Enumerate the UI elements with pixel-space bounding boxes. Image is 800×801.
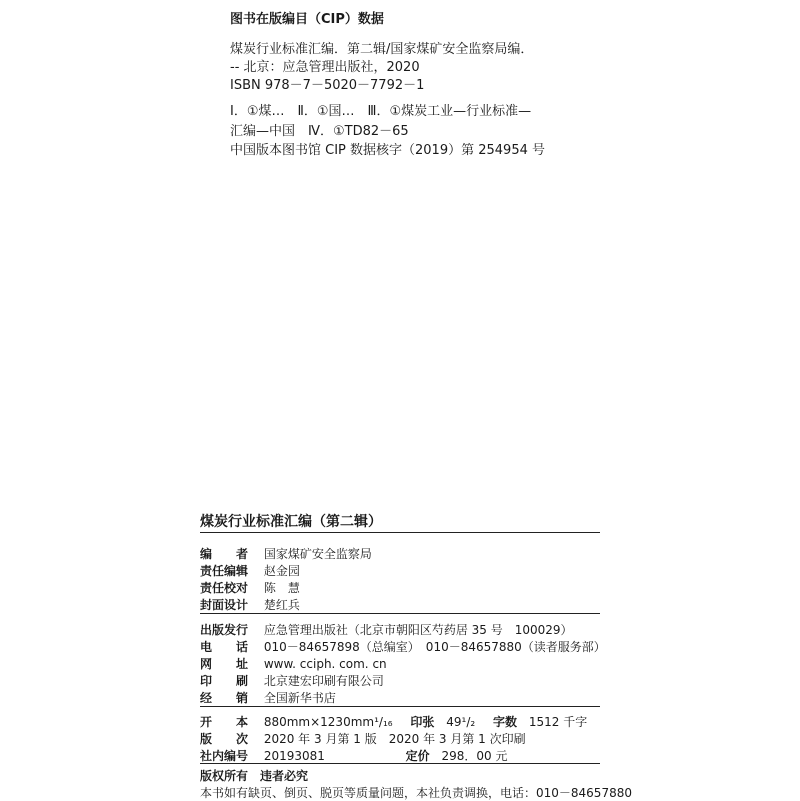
cip-line-1: 煤炭行业标准汇编．第二辑/国家煤矿安全监察局编． [230,42,534,57]
publish-row-printer [200,673,384,689]
publish-value: 全国新华书店 [263,691,336,705]
divider-rule [200,613,600,614]
credit-row-editor [200,546,372,562]
publish-value: 应急管理出版社（北京市朝阳区芍药居 35 号 100029） [263,623,573,637]
sheets-label: 印张 [410,715,435,729]
cip-heading: 图书在版编目（CIP）数据 [230,12,384,27]
divider-rule [200,763,600,764]
cip-line-5: 汇编—中国 Ⅳ．①TD82－65 [230,124,409,139]
book-title: 煤炭行业标准汇编（第二辑） [200,514,382,530]
spec-label: 开 本 [200,715,249,729]
spec-row-code [200,748,508,764]
publish-label: 电 话 [200,640,249,654]
publish-value: 010－84657898（总编室） 010－84657880（读者服务部） [263,640,606,654]
credit-label: 封面设计 [200,598,249,612]
spec-row-edition [200,731,526,747]
spec-label: 版 次 [200,732,249,746]
price-label: 定价 [405,749,430,763]
publish-label: 经 销 [200,691,249,705]
publish-label: 出版发行 [200,623,249,637]
credit-label: 责任校对 [200,581,249,595]
publish-value: 北京建宏印刷有限公司 [263,674,384,688]
credit-row-responsible-editor [200,563,300,579]
publish-row-phone [200,639,606,655]
copyright-notice: 版权所有 违者必究 [200,769,309,783]
credit-value: 楚红兵 [263,598,300,612]
credit-value: 国家煤矿安全监察局 [263,547,372,561]
replacement-notice: 本书如有缺页、倒页、脱页等质量问题，本社负责调换，电话：010－84657880 [200,786,632,800]
spec-value: 2020 年 3 月第 1 版 2020 年 3 月第 1 次印刷 [263,732,526,746]
sheets-value: 49¹/₂ [446,715,476,729]
price-value: 298．00 元 [441,749,508,763]
credit-value: 赵金园 [263,564,300,578]
divider-rule [200,532,600,533]
publish-label: 网 址 [200,657,249,671]
words-value: 1512 千字 [528,715,588,729]
credit-label: 编 者 [200,547,249,561]
words-label: 字数 [493,715,518,729]
publish-label: 印 刷 [200,674,249,688]
cip-line-4: Ⅰ．①煤… Ⅱ．①国… Ⅲ．①煤炭工业—行业标准— [230,104,532,119]
divider-rule [200,706,600,707]
spec-value: 20193081 [263,749,325,763]
publish-row-publisher [200,622,573,638]
credit-value: 陈 慧 [263,581,300,595]
cip-record-number: 中国版本图书馆 CIP 数据核字（2019）第 254954 号 [230,143,545,158]
publish-row-distributor [200,690,336,706]
credit-row-proofreader [200,580,300,596]
publish-value: www. cciph. com. cn [263,657,387,671]
credit-row-cover-design [200,597,300,613]
cip-line-2: -- 北京：应急管理出版社，2020 [230,60,420,75]
spec-label: 社内编号 [200,749,249,763]
credit-label: 责任编辑 [200,564,249,578]
cip-isbn: ISBN 978－7－5020－7792－1 [230,78,425,93]
spec-row-format [200,714,587,730]
spec-value: 880mm×1230mm¹/₁₆ [263,715,393,729]
publish-row-website [200,656,387,672]
